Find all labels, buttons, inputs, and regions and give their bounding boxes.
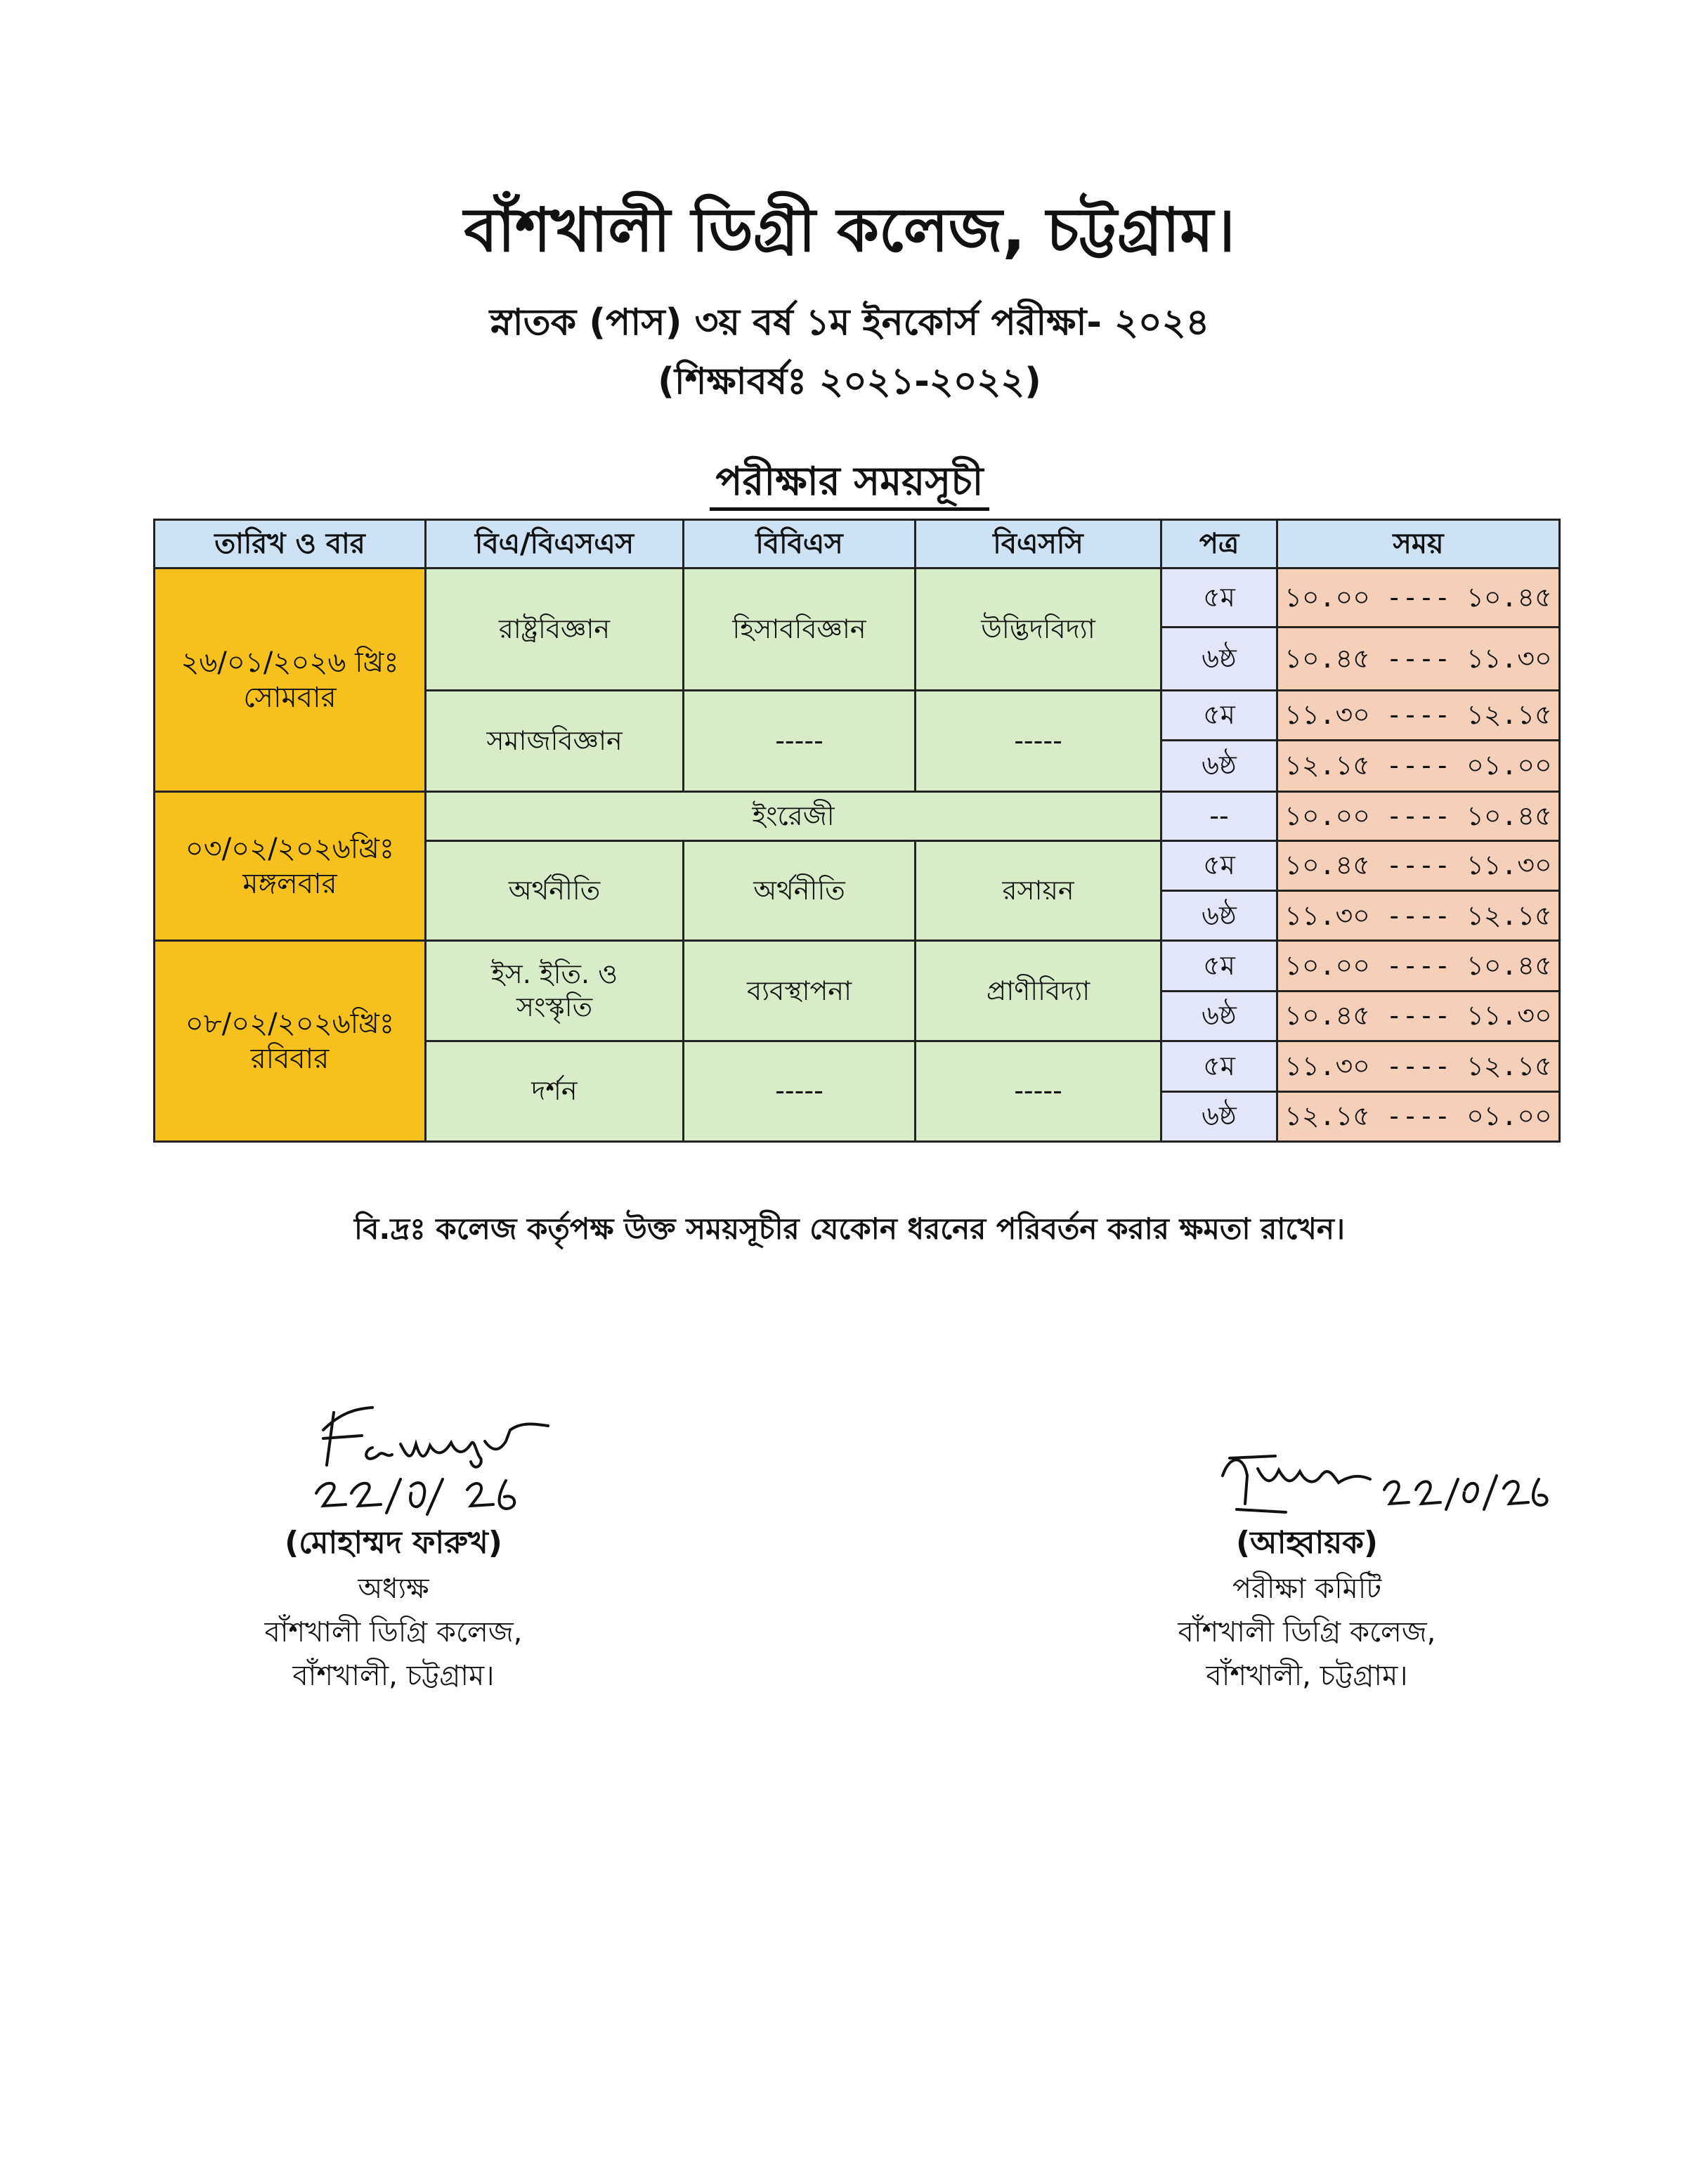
schedule-heading (0, 451, 1699, 517)
time-cell: ১১.৩০ ---- ১২.১৫ (1277, 690, 1560, 740)
principal-college: বাঁশখালী ডিগ্রি কলেজ, (264, 1616, 523, 1649)
date-cell (155, 941, 426, 1142)
ba-subject: সমাজবিজ্ঞান (426, 690, 684, 792)
table-row (155, 568, 1560, 628)
exam-routine-table (153, 519, 1561, 1143)
principal-location: বাঁশখালী, চট্টগ্রাম। (292, 1660, 495, 1693)
bbs-subject: ----- (684, 1041, 916, 1142)
paper-cell: ৫ম (1161, 568, 1277, 628)
date-text: ২৬/০১/২০২৬ খ্রিঃ (181, 646, 399, 679)
header-paper: পত্র (1161, 520, 1277, 568)
bsc-subject: ----- (916, 690, 1161, 792)
principal-name: (মোহাম্মদ ফারুখ) (285, 1525, 502, 1561)
ba-subject-line1: ইস. ইতি. ও (490, 958, 618, 989)
ba-subject: অর্থনীতি (426, 840, 684, 941)
paper-cell: ৫ম (1161, 840, 1277, 890)
bbs-subject: ----- (684, 690, 916, 792)
principal-signature-block (232, 1519, 555, 1698)
paper-cell: ৫ম (1161, 941, 1277, 991)
weekday-text: সোমবার (243, 681, 337, 714)
time-cell: ১০.৪৫ ---- ১১.৩০ (1277, 991, 1560, 1041)
header-date: তারিখ ও বার (155, 520, 426, 568)
paper-cell: ৫ম (1161, 1041, 1277, 1091)
time-cell: ১০.০০ ---- ১০.৪৫ (1277, 568, 1560, 628)
table-row (155, 941, 1560, 991)
time-cell: ১০.৪৫ ---- ১১.৩০ (1277, 627, 1560, 690)
time-cell: ১০.০০ ---- ১০.৪৫ (1277, 941, 1560, 991)
date-cell (155, 792, 426, 941)
paper-cell: ৬ষ্ঠ (1161, 991, 1277, 1041)
table-header-row (155, 520, 1560, 568)
paper-cell: -- (1161, 792, 1277, 840)
bsc-subject: রসায়ন (916, 840, 1161, 941)
convener-location: বাঁশখালী, চট্টগ্রাম। (1206, 1660, 1408, 1693)
header-bsc: বিএসসি (916, 520, 1161, 568)
date-text: ০৮/০২/২০২৬খ্রিঃ (185, 1007, 395, 1040)
convener-signature (1209, 1426, 1602, 1532)
note-text: বি.দ্রঃ কলেজ কর্তৃপক্ষ উক্ত সময়সূচীর যেকোন ধরনের পরিবর্তন করার ক্ষমতা রাখেন। (354, 1211, 1345, 1246)
time-cell: ১০.০০ ---- ১০.৪৫ (1277, 792, 1560, 840)
paper-cell: ৬ষ্ঠ (1161, 627, 1277, 690)
time-cell: ১১.৩০ ---- ১২.১৫ (1277, 891, 1560, 941)
session-label: (শিক্ষাবর্ষঃ ২০২১-২০২২) (658, 360, 1041, 403)
bbs-subject: অর্থনীতি (684, 840, 916, 941)
principal-signature (295, 1388, 590, 1521)
header-time: সময় (1277, 520, 1560, 568)
header-ba: বিএ/বিএসএস (426, 520, 684, 568)
convener-name: (আহ্বায়ক) (1235, 1525, 1379, 1561)
convener-designation: পরীক্ষা কমিটি (1232, 1573, 1382, 1606)
ba-subject-line2: সংস্কৃতি (516, 992, 593, 1023)
paper-cell: ৫ম (1161, 690, 1277, 740)
common-subject: ইংরেজী (426, 792, 1161, 840)
convener-signature-block (1138, 1519, 1476, 1698)
bbs-subject: হিসাববিজ্ঞান (684, 568, 916, 690)
college-title: বাঁশখালী ডিগ্রী কলেজ, চট্টগ্রাম। (464, 195, 1235, 266)
table-row (155, 792, 1560, 840)
paper-cell: ৬ষ্ঠ (1161, 891, 1277, 941)
convener-college: বাঁশখালী ডিগ্রি কলেজ, (1178, 1616, 1436, 1649)
time-cell: ১২.১৫ ---- ০১.০০ (1277, 1091, 1560, 1141)
weekday-text: মঙ্গলবার (242, 867, 337, 900)
time-cell: ১১.৩০ ---- ১২.১৫ (1277, 1041, 1560, 1091)
paper-cell: ৬ষ্ঠ (1161, 741, 1277, 792)
principal-designation: অধ্যক্ষ (358, 1573, 429, 1606)
exam-title: স্নাতক (পাস) ৩য় বর্ষ ১ম ইনকোর্স পরীক্ষা- ২০২৪ (489, 301, 1210, 344)
bbs-subject: ব্যবস্থাপনা (684, 941, 916, 1041)
ba-subject (426, 941, 684, 1041)
header-bbs: বিবিএস (684, 520, 916, 568)
bsc-subject: ----- (916, 1041, 1161, 1142)
weekday-text: রবিবার (250, 1042, 330, 1075)
paper-cell: ৬ষ্ঠ (1161, 1091, 1277, 1141)
ba-subject: দর্শন (426, 1041, 684, 1142)
bsc-subject: উদ্ভিদবিদ্যা (916, 568, 1161, 690)
schedule-heading-text: পরীক্ষার সময়সূচী (710, 459, 989, 511)
date-text: ০৩/০২/২০২৬খ্রিঃ (185, 832, 395, 865)
time-cell: ১২.১৫ ---- ০১.০০ (1277, 741, 1560, 792)
ba-subject: রাষ্ট্রবিজ্ঞান (426, 568, 684, 690)
date-cell (155, 568, 426, 792)
time-cell: ১০.৪৫ ---- ১১.৩০ (1277, 840, 1560, 890)
bsc-subject: প্রাণীবিদ্যা (916, 941, 1161, 1041)
